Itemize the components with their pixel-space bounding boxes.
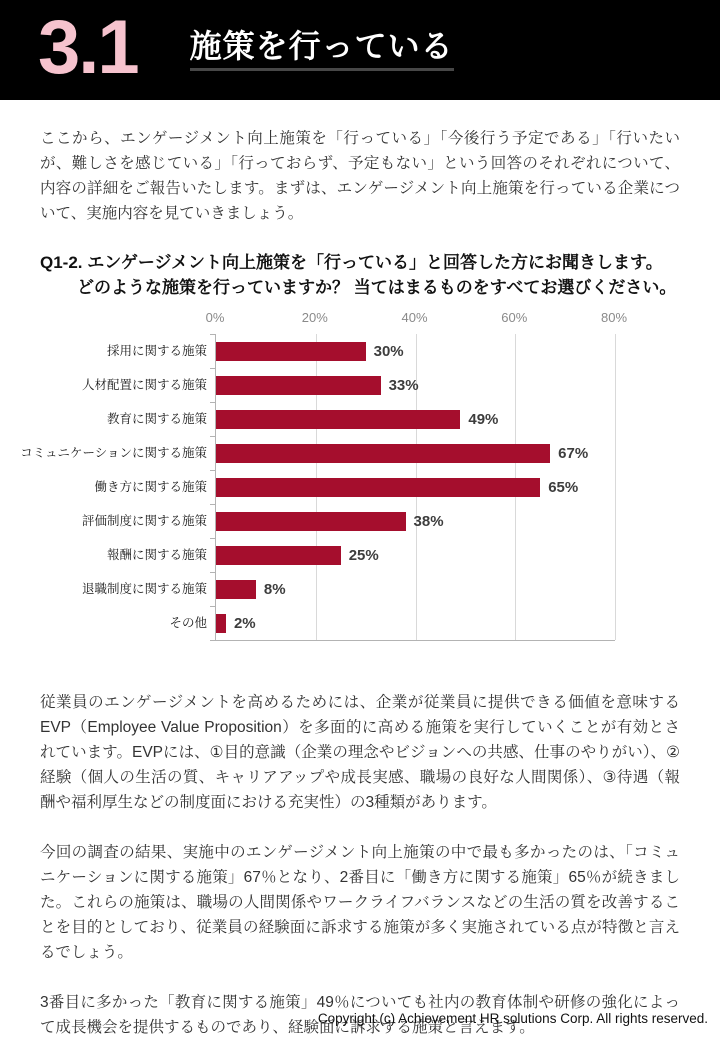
bar [216,512,406,531]
question-heading [40,250,680,300]
category-axis-tick [210,572,216,573]
value-label: 8% [263,580,286,598]
bar [216,546,341,565]
category-axis-tick [210,368,216,369]
copyright-notice: Copyright (c) Achievement HR solutions Corp. All rights reserved. [317,1011,708,1026]
bar [216,478,540,497]
x-axis-tick-label: 20% [301,310,328,325]
value-label: 67% [558,444,589,462]
value-label: 49% [468,410,499,428]
value-label: 65% [548,478,579,496]
category-label: 教育に関する施策 [106,412,207,426]
bar [216,444,550,463]
category-label: 評価制度に関する施策 [81,514,207,528]
page-header [0,0,720,100]
bar [216,580,256,599]
category-axis-tick [210,504,216,505]
category-label: 報酬に関する施策 [106,548,207,562]
value-label: 33% [388,376,419,394]
x-axis-tick-label: 60% [501,310,528,325]
bar-row [216,572,720,606]
category-label: 働き方に関する施策 [94,480,207,494]
bar-row [216,334,720,368]
body-paragraph-2: 今回の調査の結果、実施中のエンゲージメント向上施策の中で最も多かったのは、「コミュニケーションに関する施策」67％となり、2番目に「働き方に関する施策」65％が続きました。これらの施策は、職場の人間関係やワークライフバランスなどの生活の質を改善することを目的としており、従業員の経験面に訴求する施策が多く実施されている点が特徴と言えるでしょう。 [40,844,680,961]
bar-chart [20,310,680,644]
bar-row [216,606,720,640]
category-label: 人材配置に関する施策 [81,378,207,392]
value-label: 38% [413,512,444,530]
value-label: 25% [348,546,379,564]
category-axis-tick [210,334,216,335]
x-axis-tick-label: 0% [205,310,225,325]
category-label: その他 [169,616,207,630]
category-axis-tick [210,402,216,403]
category-axis-tick [210,606,216,607]
category-axis-tick [210,436,216,437]
chart-plot [215,334,615,641]
category-label: 採用に関する施策 [106,344,207,358]
category-label: 退職制度に関する施策 [81,582,207,596]
bar-row [216,470,720,504]
bar-row [216,436,720,470]
x-axis-tick-label: 40% [401,310,428,325]
body-paragraph-3: 3番目に多かった「教育に関する施策」49％についても社内の教育体制や研修の強化によって成長機会を提供するものであり、経験面に訴求する施策と言えます。 [40,994,680,1036]
bar [216,410,460,429]
page-title-wrap [190,29,454,71]
intro-paragraph: ここから、エンゲージメント向上施策を「行っている」「今後行う予定である」「行いたいが、難しさを感じている」「行っておらず、予定もない」という回答のそれぞれについて、内容の詳細をご報告いたします。まずは、エンゲージメント向上施策を行っている企業について、実施内容を見ていきましょう。 [40,130,680,222]
page-content [0,100,720,1040]
question-line-2: どのような施策を行っていますか？ 当てはまるものをすべてお選びください。 [77,278,677,297]
bar-row [216,368,720,402]
category-axis-tick [210,640,216,641]
category-axis-tick [210,538,216,539]
page-title: 施策を行っている [189,27,454,64]
x-axis-tick-label: 80% [600,310,628,325]
bar-row [216,402,720,436]
bar-row [216,504,720,538]
section-number: 3.1 [38,5,138,90]
bar [216,342,366,361]
body-paragraph-1: 従業員のエンゲージメントを高めるためには、企業が従業員に提供できる価値を意味するEVP（Employee Value Proposition）を多面的に高める施策を実行していくことが有効とされています。EVPには、①目的意識（企業の理念やビジョンへの共感、仕事のやりがい）、②経験（個人の生活の質、キャリアアップや成長実感、職場の良好な人間関係）、③待遇（報酬や福利厚生などの制度面における充実性）の3種類があります。 [40,694,680,811]
category-axis-tick [210,470,216,471]
value-label: 2% [233,614,256,632]
bar [216,376,381,395]
bar-row [216,538,720,572]
category-label: コミュニケーションに関する施策 [20,446,207,460]
question-line-1: Q1-2. エンゲージメント向上施策を「行っている」と回答した方にお聞きします。 [40,253,663,272]
bar [216,614,226,633]
title-underline [190,68,454,71]
value-label: 30% [373,342,404,360]
